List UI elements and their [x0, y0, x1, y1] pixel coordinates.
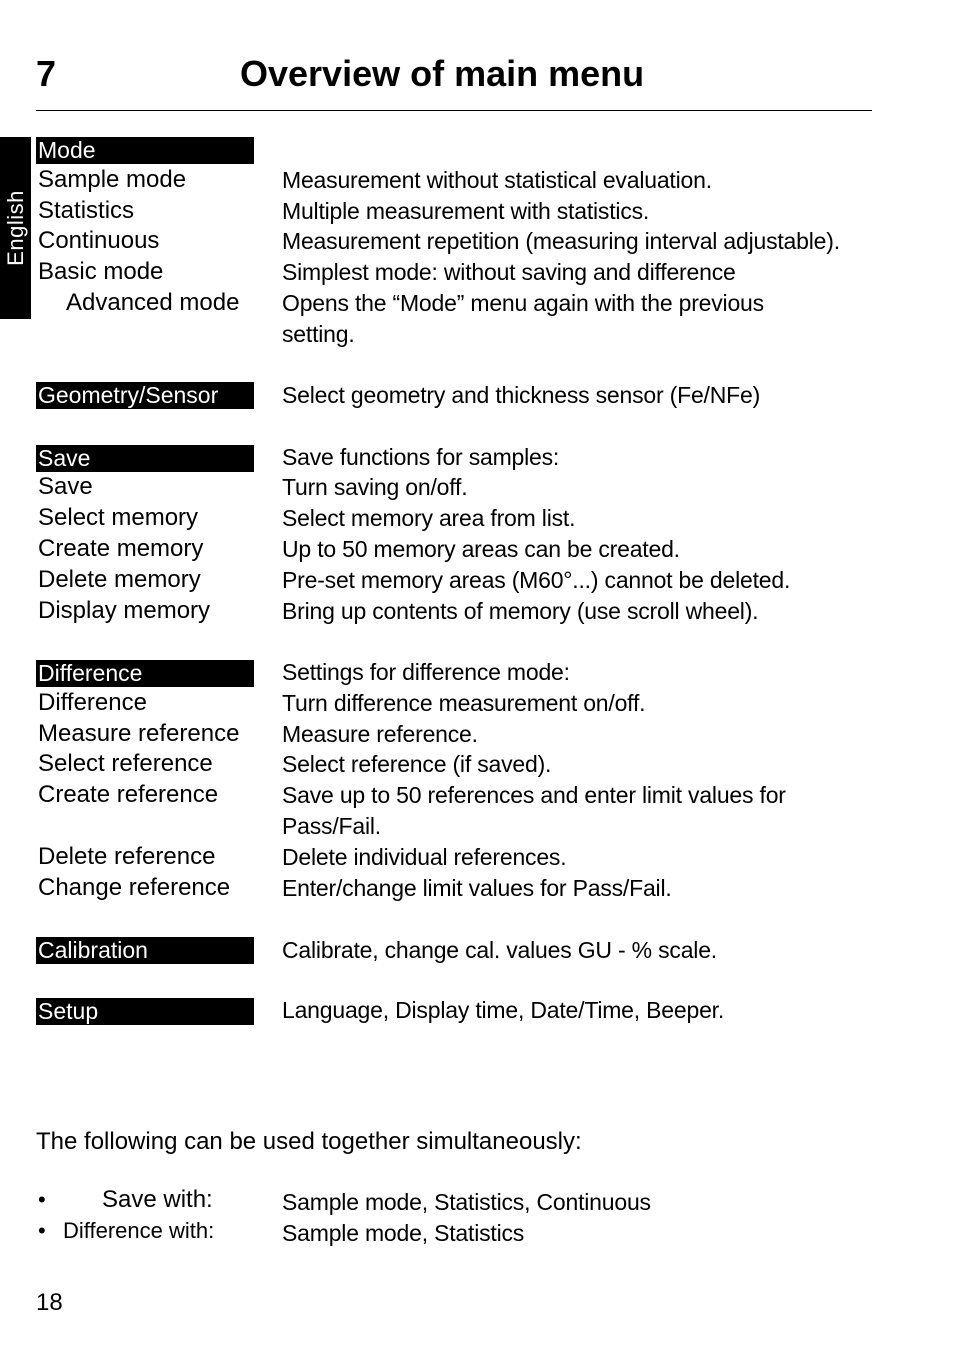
bullet-icon: •: [38, 1218, 46, 1243]
page-title: Overview of main menu: [240, 53, 645, 94]
menu-item-desc: Turn saving on/off.: [282, 474, 468, 500]
bullet-label: Save with:: [102, 1186, 213, 1213]
menu-item-desc: Multiple measurement with statistics.: [282, 198, 650, 224]
bullet-icon: •: [38, 1187, 46, 1212]
section-desc-calibration: Calibrate, change cal. values GU - % scale.: [282, 937, 717, 963]
menu-item-label: Select reference: [38, 750, 213, 777]
language-tab-label: English: [2, 190, 28, 266]
menu-item-desc: Opens the “Mode” menu again with the previous: [282, 290, 764, 316]
menu-item-desc: Save up to 50 references and enter limit values for: [282, 782, 786, 808]
section-header-mode: Mode: [36, 137, 254, 164]
menu-item-desc: Simplest mode: without saving and difference: [282, 259, 736, 285]
chapter-number: 7: [36, 53, 57, 94]
menu-item-desc: Turn difference measurement on/off.: [282, 690, 646, 716]
bullet-value: Sample mode, Statistics: [282, 1220, 525, 1246]
footer-intro: The following can be used together simultaneously:: [36, 1128, 582, 1155]
menu-item-label: Continuous: [38, 227, 160, 254]
section-desc-setup: Language, Display time, Date/Time, Beeper.: [282, 997, 725, 1023]
section-desc-geometry: Select geometry and thickness sensor (Fe/NFe): [282, 382, 761, 408]
menu-item-label: Basic mode: [38, 258, 164, 285]
menu-item-desc: Measurement without statistical evaluation.: [282, 167, 712, 193]
section-desc-save: Save functions for samples:: [282, 444, 560, 470]
menu-item-desc: Select reference (if saved).: [282, 751, 552, 777]
title-divider: [36, 110, 872, 111]
section-header-save: Save: [36, 445, 254, 472]
menu-item-label: Change reference: [38, 874, 231, 901]
section-header-geometry: Geometry/Sensor: [36, 382, 254, 409]
menu-item-label: Advanced mode: [66, 289, 240, 316]
page-number: 18: [36, 1289, 63, 1316]
menu-item-label: Select memory: [38, 504, 199, 531]
section-header-difference: Difference: [36, 660, 254, 687]
menu-item-label: Difference: [38, 689, 147, 716]
menu-item-desc: Up to 50 memory areas can be created.: [282, 536, 680, 562]
bullet-label: Difference with:: [63, 1218, 215, 1243]
menu-item-label: Display memory: [38, 597, 211, 624]
menu-item-label: Create reference: [38, 781, 219, 808]
menu-item-desc: Measure reference.: [282, 721, 478, 747]
section-desc-difference: Settings for difference mode:: [282, 659, 570, 685]
menu-item-label: Measure reference: [38, 720, 240, 747]
menu-item-desc: Pre-set memory areas (M60°...) cannot be deleted.: [282, 567, 791, 593]
section-header-setup: Setup: [36, 998, 254, 1025]
menu-item-desc: Measurement repetition (measuring interval adjustable).: [282, 228, 840, 254]
menu-item-desc-cont: setting.: [282, 321, 355, 347]
menu-item-desc: Delete individual references.: [282, 844, 567, 870]
menu-item-label: Save: [38, 473, 93, 500]
menu-item-label: Delete reference: [38, 843, 216, 870]
menu-item-desc: Bring up contents of memory (use scroll wheel).: [282, 598, 759, 624]
menu-item-desc: Enter/change limit values for Pass/Fail.: [282, 875, 672, 901]
menu-item-label: Create memory: [38, 535, 204, 562]
menu-item-label: Sample mode: [38, 166, 187, 193]
list-item: [38, 1216, 215, 1246]
bullet-value: Sample mode, Statistics, Continuous: [282, 1189, 651, 1215]
menu-item-desc: Select memory area from list.: [282, 505, 576, 531]
section-header-calibration: Calibration: [36, 937, 254, 964]
menu-item-label: Delete memory: [38, 566, 201, 593]
list-item: [38, 1185, 213, 1215]
language-tab: [0, 137, 31, 319]
menu-item-desc-cont: Pass/Fail.: [282, 813, 381, 839]
menu-item-label: Statistics: [38, 197, 135, 224]
